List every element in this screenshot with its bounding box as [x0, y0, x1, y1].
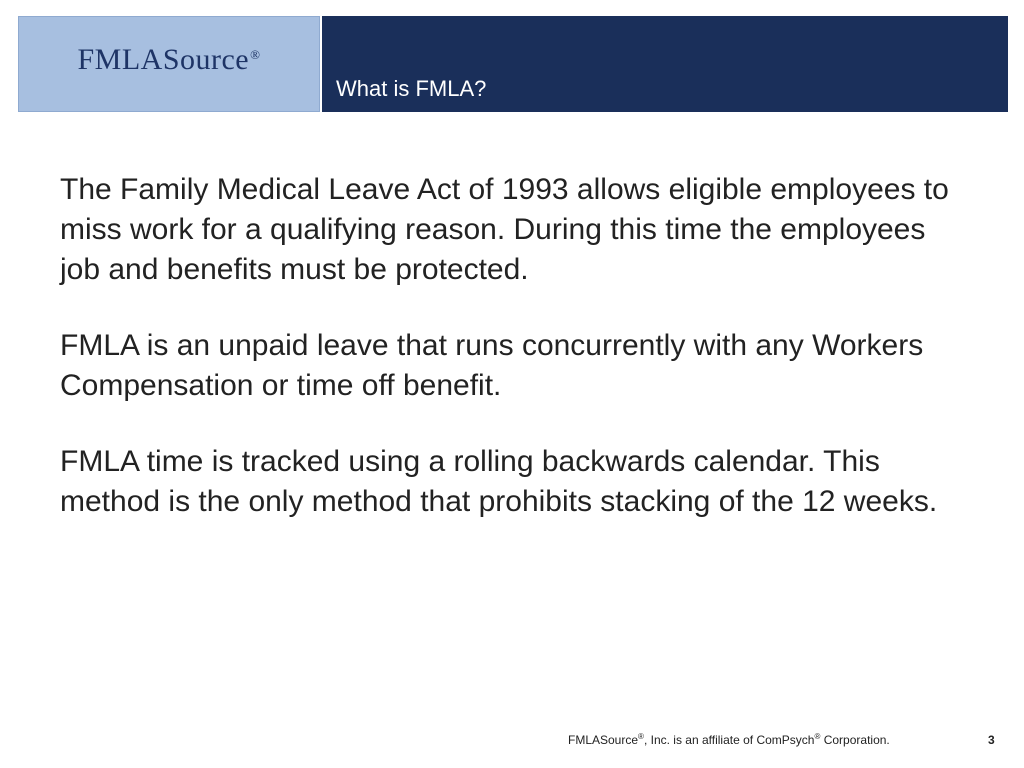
paragraph-fmla-definition: The Family Medical Leave Act of 1993 allows eligible employees to miss work for a qualifying reason. During this time the employees job and benefits must be protected. [60, 173, 949, 286]
footer-registered-mark-1: ® [638, 732, 644, 741]
footer-affiliation [568, 732, 890, 747]
title-panel [322, 16, 1008, 112]
footer-brand: FMLASource [568, 733, 639, 747]
footer-end-text: Corporation. [820, 733, 890, 747]
slide-body [60, 170, 970, 558]
logo-registered-mark: ® [250, 47, 261, 62]
logo-text: FMLASource [77, 43, 250, 76]
logo-panel [18, 16, 320, 112]
footer-registered-mark-2: ® [814, 732, 821, 741]
paragraph-rolling-calendar: FMLA time is tracked using a rolling backwards calendar. This method is the only method that prohibits stacking of the 12 weeks. [60, 445, 938, 518]
paragraph-unpaid-leave: FMLA is an unpaid leave that runs concurrently with any Workers Compensation or time off benefit. [60, 329, 924, 402]
page-number: 3 [988, 733, 995, 747]
fmlasource-logo [77, 43, 260, 77]
footer-mid-text: , Inc. is an affiliate of ComPsych [643, 733, 815, 747]
slide-title: What is FMLA? [336, 76, 487, 101]
header-bar [18, 16, 1008, 112]
